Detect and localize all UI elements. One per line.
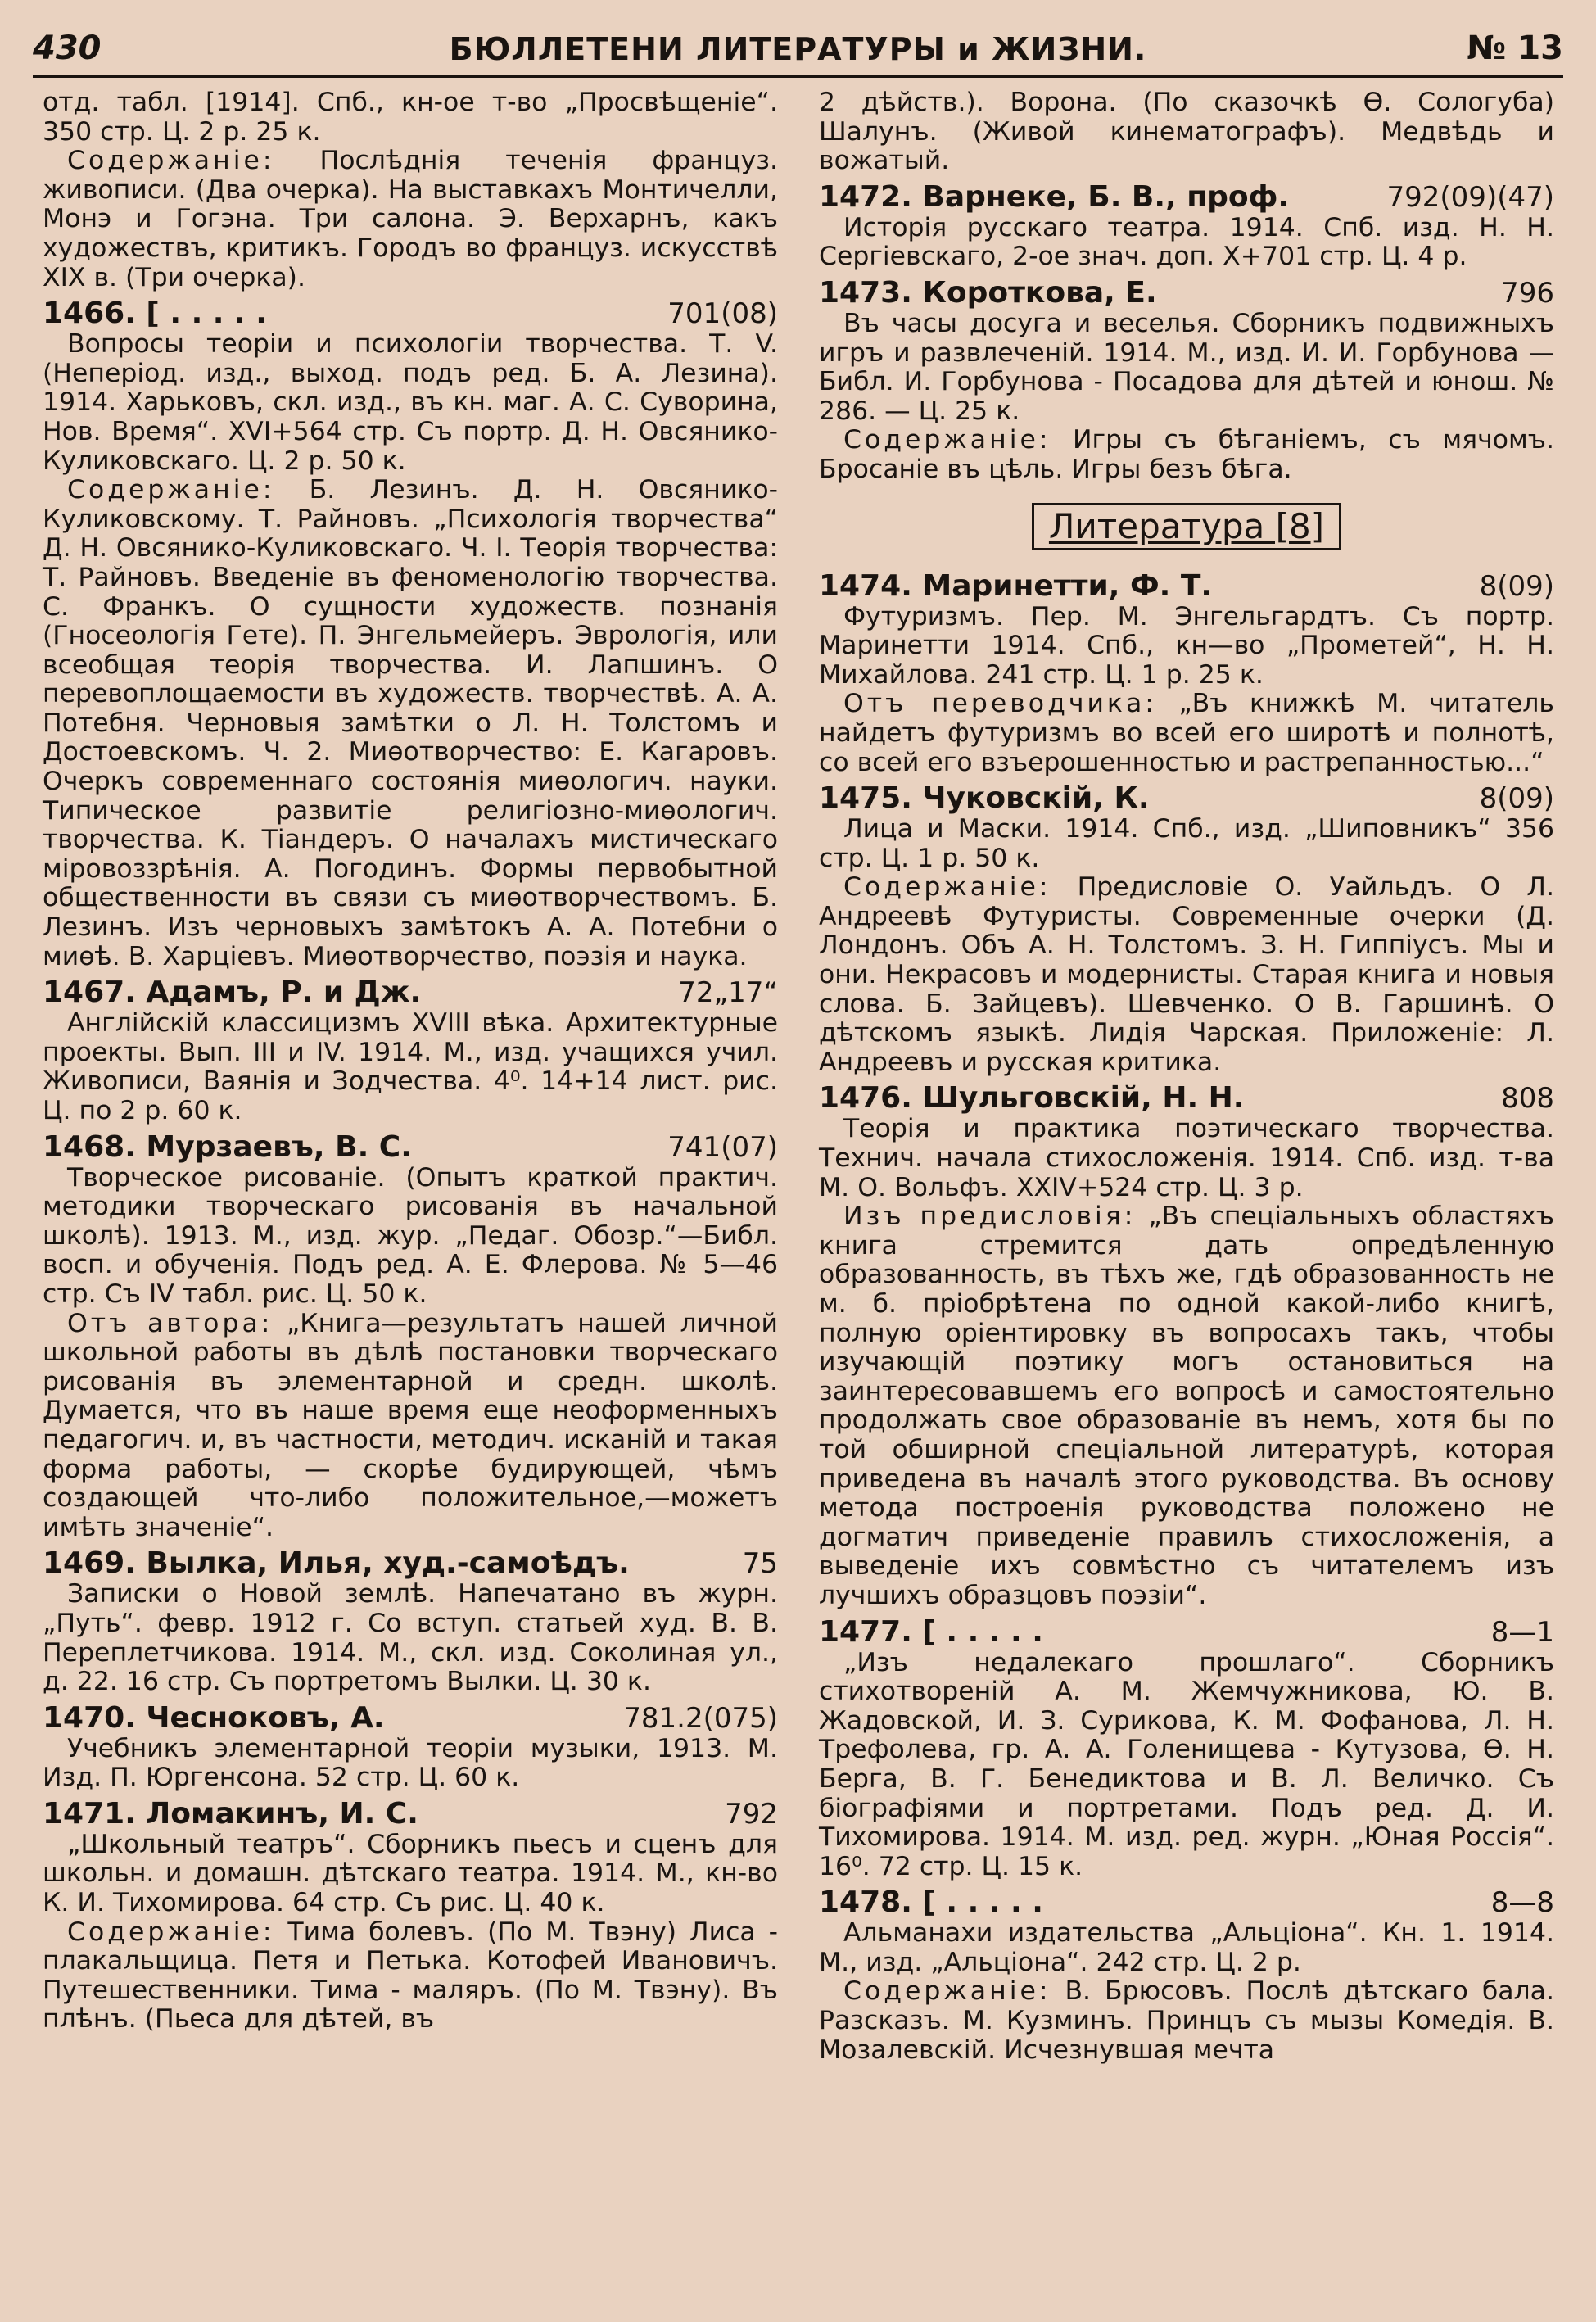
entry-text: „Школьный театръ“. Сборникъ пьесъ и сценъ для школьн. и домашн. дѣтскаго театра. 1914. М., кн-во К. И. Тихомирова. 64 стр. Съ рис. Ц. 40 к. — [43, 1829, 778, 1918]
entry-text: отд. табл. [1914]. Спб., кн-ое т-во „Просвѣщеніе“. 350 стр. Ц. 2 р. 25 к. — [43, 88, 778, 147]
entry-text: Б. Лезинъ. Д. Н. Овсянико-Куликовскому. Т. Райновъ. „Психологія творчества“ Д. Н. Овсянико-Куликовскаго. Ч. I. Теорія творчества: Т. Райновъ. Введеніе въ феноменологію творчества. С. Франкъ. О сущности художеств. познанія (Гносеологія Гете). П. Энгельмейеръ. Эврологія, или всеобщая теорія творчества. И. Лапшинъ. О перевоплощаемости въ художеств. творчествѣ. А. А. Потебня. Черновыя замѣтки о Л. Н. Толстомъ и Достоевскомъ. Ч. 2. Миѳотворчество: Е. Кагаровъ. Очеркъ современнаго состоянія миѳологич. науки. Типическое развитіе религіозно-миѳологич. творчества. К. Тіандеръ. О началахъ мистическаго міровоззрѣнія. А. Погодинъ. Формы первобытной общественности въ связи съ миѳотворчествомъ. Б. Лезинъ. Изъ черновыхъ замѣтокъ А. А. Потебни о миѳѣ. В. Харціевъ. Миѳотворчество, поэзія и наука. — [43, 475, 778, 971]
entry-author: 1476. Шульговскій, Н. Н. — [819, 1081, 1245, 1116]
entry-text: Послѣднія теченія француз. живописи. (Два очерка). На выставкахъ Монтичелли, Монэ и Гогэна. Три салона. Э. Верхарнъ, какъ художествъ, критикъ. Городъ во француз. искусствѣ XIX в. (Три очерка). — [43, 146, 778, 292]
entry-author: 1466. [ . . . . . — [43, 296, 267, 331]
entry-author: 1473. Короткова, Е. — [819, 275, 1157, 310]
entry-text: Записки о Новой землѣ. Напечатано въ журн. „Путь“. февр. 1912 г. Со вступ. статьей худ. В. В. Переплетчикова. 1914. М., скл. изд. Соколиная ул., д. 22. 16 стр. Съ портретомъ Вылки. Ц. 30 к. — [43, 1579, 778, 1697]
entry-1466 — [43, 297, 778, 971]
entry-author: 1467. Адамъ, Р. и Дж. — [43, 975, 422, 1010]
entry-udc: 781.2(075) — [623, 1701, 778, 1735]
entry-text: „Изъ недалекаго прошлаго“. Сборникъ стихотвореній А. М. Жемчужникова, Ю. В. Жадовской, И. З. Сурикова, К. М. Фофанова, Л. Н. Трефолева, гр. А. А. Голенищева - Кутузова, Ѳ. Н. Берга, В. Г. Бенедиктова и В. Л. Величко. Съ біографіями и портретами. Подъ ред. Д. И. Тихомирова. 1914. М. изд. ред. журн. „Юная Россія“. 16⁰. 72 стр. Ц. 15 к. — [819, 1647, 1554, 1881]
entry-text: Тима болевъ. (По М. Твэну) Лиса - плакальщица. Петя и Петька. Котофей Ивановичъ. Путешественники. Тима - маляръ. (По М. Твэну). Въ плѣнъ. (Пьеса для дѣтей, въ — [43, 1917, 779, 2035]
entry-text: Англійскій классицизмъ XVIII вѣка. Архитектурные проекты. Вып. III и IV. 1914. М., изд. учащихся учил. Живописи, Ваянія и Зодчества. 4⁰. 14+14 лист. рис. Ц. по 2 р. 60 к. — [43, 1008, 778, 1125]
entry-continued — [819, 88, 1554, 176]
entry-author: 1474. Маринетти, Ф. Т. — [819, 568, 1213, 603]
entry-text: „Въ книжкѣ М. читатель найдетъ футуризмъ во всей его широтѣ и полнотѣ, со всей его взъерошенностью и растрепанностью...“ — [819, 689, 1554, 777]
entry-1478 — [819, 1886, 1554, 2065]
entry-author: 1468. Мурзаевъ, В. С. — [43, 1129, 412, 1164]
entry-label: Содержаніе: — [67, 146, 275, 176]
entry-label: Содержаніе: — [67, 475, 275, 505]
entry-author: 1471. Ломакинъ, И. С. — [43, 1796, 418, 1831]
entry-text: Лица и Маски. 1914. Спб., изд. „Шиповникъ“ 356 стр. Ц. 1 р. 50 к. — [819, 814, 1554, 873]
entry-1476 — [819, 1082, 1554, 1610]
entry-author: 1478. [ . . . . . — [819, 1885, 1043, 1920]
entry-udc: 8—8 — [1490, 1886, 1554, 1920]
entry-text: „Книга—результатъ нашей личной школьной работы въ дѣлѣ постановки творческаго рисованія въ элементарной и средн. школѣ. Думается, что въ наше время еще неоформенныхъ педагогич. и, въ частности, методич. исканій и такая форма работы, — скорѣе будирующей, чѣмъ создающей что-либо положительное,—можетъ имѣть значеніе“. — [43, 1308, 778, 1542]
page-number: 430 — [33, 29, 102, 67]
entry-text: Вопросы теоріи и психологіи творчества. Т. V. (Непеpiод. изд., выход. подъ ред. Б. А. Лезина). 1914. Харьковъ, скл. изд., въ кн. маг. А. С. Суворина, Нов. Время“. XVI+564 стр. Съ портр. Д. Н. Овсянико-Куликовскаго. Ц. 2 р. 50 к. — [43, 329, 778, 476]
entry-text: Творческое рисованіе. (Опытъ краткой практич. методики творческаго рисованія въ начальной школѣ). 1913. М., изд. жур. „Педаг. Обозр.“—Библ. восп. и обученія. Подъ ред. А. Е. Флерова. № 5—46 стр. Съ IV табл. рис. Ц. 50 к. — [43, 1162, 778, 1309]
entry-udc: 792(09)(47) — [1386, 180, 1554, 214]
entry-udc: 8(09) — [1479, 782, 1554, 816]
entry-1475 — [819, 782, 1554, 1077]
entry-udc: 8—1 — [1490, 1615, 1554, 1649]
left-column — [43, 88, 778, 2039]
entry-1474 — [819, 570, 1554, 778]
entry-1477 — [819, 1616, 1554, 1882]
entry-udc: 741(07) — [667, 1130, 778, 1164]
section-title: Литература [8] — [1032, 503, 1341, 550]
entry-text: Игры съ бѣганіемъ, съ мячомъ. Бросаніе въ цѣль. Игры безъ бѣга. — [819, 425, 1555, 484]
entry-udc: 808 — [1501, 1082, 1554, 1116]
entry-1469 — [43, 1547, 778, 1696]
entry-1473 — [819, 277, 1554, 485]
page-header — [33, 23, 1563, 72]
entry-label: Изъ предисловія: — [843, 1202, 1137, 1232]
entry-label: Содержаніе: — [843, 425, 1051, 455]
entry-author: 1475. Чуковскій, К. — [819, 781, 1150, 816]
issue-number: № 13 — [1467, 29, 1563, 67]
entry-text: Альманахи издательства „Альціона“. Кн. 1. 1914. М., изд. „Альціона“. 242 стр. Ц. 2 р. — [819, 1918, 1554, 1977]
entry-author: 1470. Чесноковъ, А. — [43, 1700, 385, 1735]
entry-text: Исторія русскаго театра. 1914. Спб. изд. Н. Н. Сергіевскаго, 2-ое знач. доп. X+701 стр. Ц. 4 р. — [819, 212, 1554, 272]
entry-1471 — [43, 1798, 778, 2035]
entry-udc: 796 — [1501, 276, 1554, 310]
entry-udc: 701(08) — [667, 297, 778, 331]
section-heading — [819, 503, 1554, 550]
entry-label: Отъ переводчика: — [843, 689, 1157, 719]
entry-text: Учебникъ элементарной теоріи музыки, 1913. М. Изд. П. Юргенсона. 52 стр. Ц. 60 к. — [43, 1733, 778, 1793]
entry-udc: 72„17“ — [678, 976, 778, 1010]
entry-udc: 8(09) — [1479, 569, 1554, 603]
entry-label: Содержаніе: — [843, 872, 1051, 903]
entry-label: Содержаніе: — [67, 1917, 275, 1947]
entry-text: 2 дѣйств.). Ворона. (По сказочкѣ Ѳ. Сологуба) Шалунъ. (Живой кинематографъ). Медвѣдь и вожатый. — [819, 88, 1554, 176]
entry-continued — [43, 88, 778, 292]
entry-udc: 75 — [742, 1547, 778, 1581]
entry-1472 — [819, 181, 1554, 272]
entry-1467 — [43, 976, 778, 1125]
entry-author: 1477. [ . . . . . — [819, 1614, 1043, 1649]
entry-text: Предисловіе О. Уайльдъ. О Л. Андреевѣ Футуристы. Современные очерки (Д. Лондонъ. Объ А. Н. Толстомъ. З. Н. Гиппіусъ. Мы и они. Некрасовъ и модернисты. Старая книга и новыя слова. Б. Зайцевъ). Шевченко. О В. Гаршинѣ. О дѣтскомъ языкѣ. Лидія Чарская. Приложеніе: Л. Андреевъ и русская критика. — [819, 872, 1555, 1077]
entry-author: 1472. Варнеке, Б. В., проф. — [819, 179, 1289, 214]
entry-text: В. Брюсовъ. Послѣ дѣтскаго бала. Разсказъ. М. Кузминъ. Принцъ съ мызы Комедія. В. Мозалевскій. Исчезнувшая мечта — [819, 1976, 1555, 2065]
entry-1470 — [43, 1702, 778, 1793]
journal-title: БЮЛЛЕТЕНИ ЛИТЕРАТУРЫ и ЖИЗНИ. — [449, 31, 1147, 67]
entry-udc: 792 — [725, 1797, 778, 1831]
entry-text: Въ часы досуга и веселья. Сборникъ подвижныхъ игръ и развлеченій. 1914. М., изд. И. И. Горбунова — Библ. И. Горбунова - Посадова для дѣтей и юнош. № 286. — Ц. 25 к. — [819, 308, 1554, 426]
entry-label: Отъ автора: — [67, 1308, 274, 1338]
header-rule — [33, 75, 1563, 78]
entry-label: Содержаніе: — [843, 1976, 1051, 2007]
entry-1468 — [43, 1131, 778, 1543]
entry-author: 1469. Вылка, Илья, худ.-самоѣдъ. — [43, 1546, 630, 1581]
entry-text: „Въ спеціальныхъ областяхъ книга стремится дать опредѣленную образованность, въ тѣхъ же, гдѣ образованность не м. б. пріобрѣтена по одной какой-либо книгѣ, полную оріентировку въ вопросахъ такъ, чтобы изучающій поэтику могъ остановиться на заинтересовавшемъ его вопросѣ и самостоятельно продолжать свое образованіе въ немъ, хотя бы по той обширной спеціальной литературѣ, которая приведена въ началѣ этого руководства. Въ основу метода построенія руководства положено не догматич приведеніе правилъ стихосложенія, а выведеніе ихъ совмѣстно съ читателемъ изъ лучшихъ образцовъ поэзіи“. — [819, 1202, 1554, 1610]
right-column — [819, 88, 1554, 2070]
entry-text: Теорія и практика поэтическаго творчества. Технич. начала стихосложенія. 1914. Спб. изд. т-ва М. О. Вольфъ. XXIV+524 стр. Ц. 3 р. — [819, 1114, 1554, 1202]
entry-text: Футуризмъ. Пер. М. Энгельгардтъ. Съ портр. Маринетти 1914. Спб., кн—во „Прометей“, Н. Н. Михайлова. 241 стр. Ц. 1 р. 25 к. — [819, 601, 1554, 690]
